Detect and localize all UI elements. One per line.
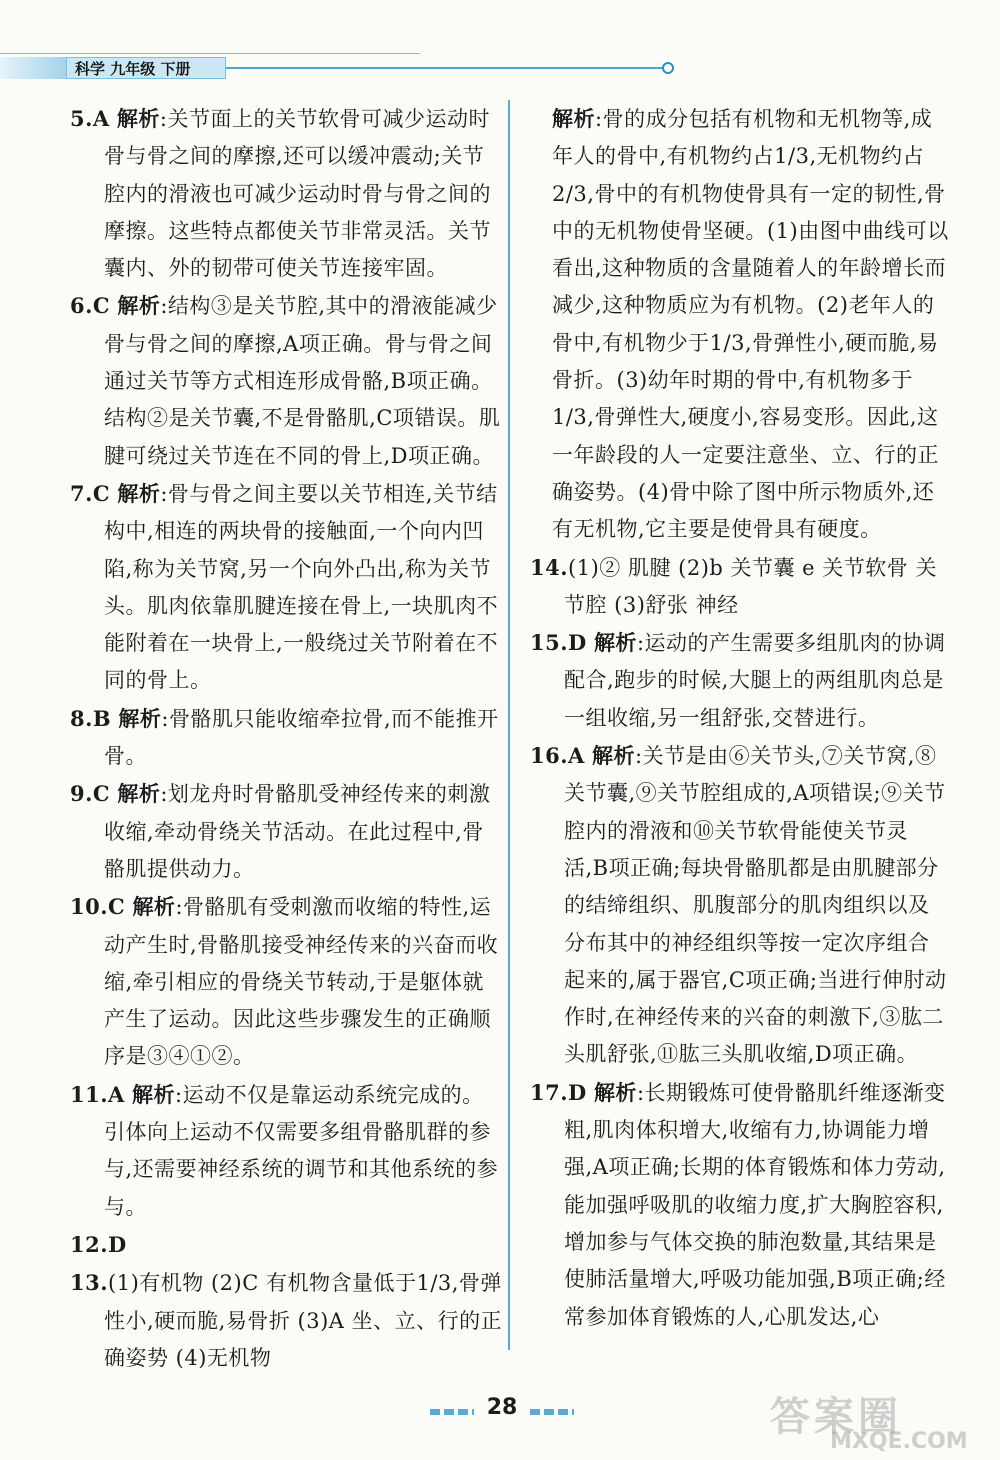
header-rule	[226, 67, 666, 69]
answer-item: 5.A 解析:关节面上的关节软骨可减少运动时骨与骨之间的摩擦,还可以缓冲震动;关节腔内的滑液也可减少运动时骨与骨之间的摩擦。这些特点都使关节非常灵活。关节囊内、外的韧带可使关节连接牢固。	[70, 106, 491, 281]
book-title: 科学 九年级 下册	[66, 57, 226, 79]
footer-decoration-left	[430, 1409, 474, 1415]
answer-item: 17.D 解析:长期锻炼可使骨骼肌纤维逐渐变粗,肌肉体积增大,收缩有力,协调能力增强,A项正确;长期的体育锻炼和体力劳动,能加强呼吸肌的收缩力度,扩大胸腔容积,增加参与气体交换的肺泡数量,其结果是使肺活量增大,呼吸功能加强,B项正确;经常参加体育锻炼的人,心肌发达,心	[530, 1079, 946, 1329]
watermark-text: 答案圈	[770, 1394, 902, 1440]
answer-item: 11.A 解析:运动不仅是靠运动系统完成的。引体向上运动不仅需要多组骨骼肌群的参与,还需要神经系统的调节和其他系统的参与。	[70, 1081, 499, 1219]
header-dot	[662, 62, 674, 74]
answer-explanation-continued: 解析:骨的成分包括有机物和无机物等,成年人的骨中,有机物约占1/3,无机物约占2/3,骨中的有机物使骨具有一定的韧性,骨中的无机物使骨坚硬。(1)由图中曲线可以看出,这种物质的含量随着人的年龄增长而减少,这种物质应为有机物。(2)老年人的骨中,有机物少于1/3,骨弹性小,硬而脆,易骨折。(3)幼年时期的骨中,有机物多于1/3,骨弹性大,硬度小,容易变形。因此,这一年龄段的人一定要注意坐、立、行的正确姿势。(4)骨中除了图中所示物质外,还有无机物,它主要是使骨具有硬度。	[552, 106, 949, 542]
watermark	[770, 1385, 990, 1455]
answer-item: 9.C 解析:划龙舟时骨骼肌受神经传来的刺激收缩,牵动骨绕关节活动。在此过程中,骨骼肌提供动力。	[70, 781, 491, 881]
header-top-line	[0, 53, 420, 54]
answer-item: 15.D 解析:运动的产生需要多组肌肉的协调配合,跑步的时候,大腿上的两组肌肉总是一组收缩,另一组舒张,交替进行。	[530, 630, 946, 730]
answer-item: 10.C 解析:骨骼肌有受刺激而收缩的特性,运动产生时,骨骼肌接受神经传来的兴奋而收缩,牵引相应的骨绕关节转动,于是躯体就产生了运动。因此这些步骤发生的正确顺序是③④①②。	[70, 894, 499, 1069]
answer-item: 8.B 解析:骨骼肌只能收缩牵拉骨,而不能推开骨。	[70, 705, 499, 769]
left-column	[70, 100, 505, 1377]
watermark-url: MXQE.COM	[830, 1429, 968, 1454]
answer-item: 14.(1)② 肌腱 (2)b 关节囊 e 关节软骨 关节腔 (3)舒张 神经	[530, 554, 937, 617]
right-column	[530, 100, 950, 1336]
footer-decoration-right	[530, 1409, 574, 1415]
column-divider	[508, 100, 510, 1350]
answer-item: 6.C 解析:结构③是关节腔,其中的滑液能减少骨与骨之间的摩擦,A项正确。骨与骨之间通过关节等方式相连形成骨骼,B项正确。结构②是关节囊,不是骨骼肌,C项错误。肌腱可绕过关节连在不同的骨上,D项正确。	[70, 293, 501, 468]
answer-item: 13.(1)有机物 (2)C 有机物含量低于1/3,骨弹性小,硬而脆,易骨折 (3)A 坐、立、行的正确姿势 (4)无机物	[70, 1270, 503, 1370]
answer-item: 16.A 解析:关节是由⑥关节头,⑦关节窝,⑧关节囊,⑨关节腔组成的,A项错误;⑨关节腔内的滑液和⑩关节软骨能使关节灵活,B项正确;每块骨骼肌都是由肌腱部分的结缔组织、肌腹部分的肌肉组织以及分布其中的神经组织等按一定次序组合起来的,属于器官,C项正确;当进行伸肘动作时,在神经传来的兴奋的刺激下,③肱二头肌舒张,⑪肱三头肌收缩,D项正确。	[530, 743, 947, 1067]
answer-item: 12.D	[70, 1231, 127, 1257]
page-header	[0, 45, 680, 87]
page-number: 28	[486, 1395, 518, 1420]
answer-item: 7.C 解析:骨与骨之间主要以关节相连,关节结构中,相连的两块骨的接触面,一个向内凹陷,称为关节窝,另一个向外凸出,称为关节头。肌肉依靠肌腱连接在骨上,一块肌肉不能附着在一块骨上,一般绕过关节附着在不同的骨上。	[70, 480, 499, 693]
header-left-bar	[0, 57, 70, 79]
